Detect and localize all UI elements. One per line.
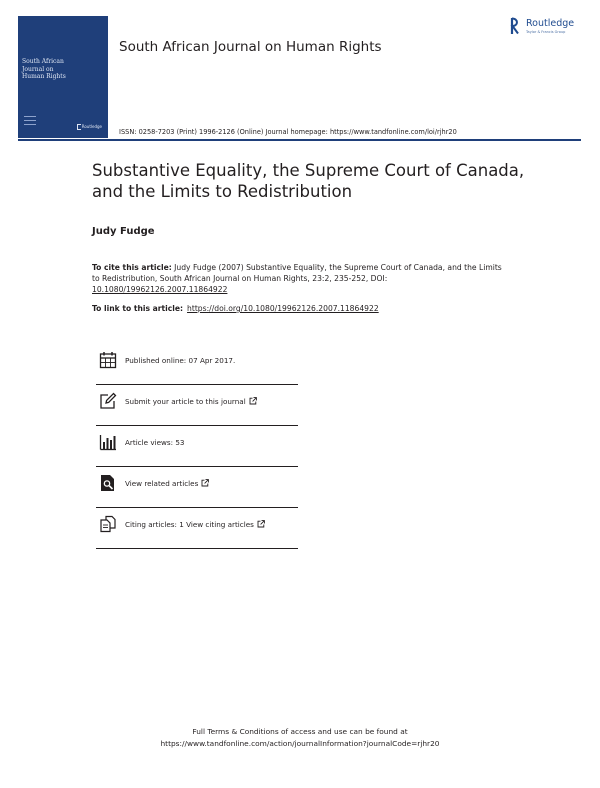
search-document-icon <box>99 474 117 492</box>
related-articles-row[interactable] <box>96 467 298 508</box>
article-views-label: Article views: 53 <box>125 438 185 447</box>
cover-title-line: South African <box>22 58 64 65</box>
cite-label: To cite this article: <box>92 263 172 272</box>
submit-article-row[interactable] <box>96 385 298 426</box>
calendar-icon <box>99 351 117 369</box>
brand-name: Routledge <box>526 18 575 29</box>
cover-publisher: Routledge <box>77 124 102 130</box>
submit-article-link[interactable] <box>125 397 257 406</box>
journal-cover <box>18 16 108 138</box>
cover-title <box>22 58 82 81</box>
cover-title-line: Journal on <box>22 65 54 73</box>
external-link-icon <box>201 479 209 487</box>
brand-tagline: Taylor & Francis Group <box>526 30 566 34</box>
issn-line <box>119 128 457 136</box>
citation-block <box>92 262 502 295</box>
routledge-logo-icon <box>510 17 520 35</box>
submit-article-label[interactable]: Submit your article to this journal <box>125 397 246 406</box>
citing-articles-link[interactable] <box>125 520 265 529</box>
issn-text: ISSN: 0258-7203 (Print) 1996-2126 (Online) Journal homepage: <box>119 128 330 136</box>
cover-title-line: Human Rights <box>22 73 66 80</box>
doi-link[interactable]: 10.1080/19962126.2007.11864922 <box>92 285 228 294</box>
related-articles-label[interactable]: View related articles <box>125 479 199 488</box>
cite-text: Judy Fudge (2007) Substantive Equality, the Supreme Court of Canada, and the Limits to Redistribution, South African Journal on Human Rights, 23:2, 235-252, DOI: <box>92 263 502 283</box>
footer-terms-link[interactable]: https://www.tandfonline.com/action/journalInformation?journalCode=rjhr20 <box>160 739 440 748</box>
published-online-row <box>96 344 298 385</box>
publisher-logo <box>510 17 590 39</box>
published-online-label: Published online: 07 Apr 2017. <box>125 356 236 365</box>
article-title: Substantive Equality, the Supreme Court of Canada, and the Limits to Redistribution <box>92 161 525 201</box>
article-views-row <box>96 426 298 467</box>
article-author: Judy Fudge <box>92 226 155 237</box>
journal-homepage-link[interactable]: https://www.tandfonline.com/loi/rjhr20 <box>329 128 457 136</box>
article-link-line <box>92 304 379 313</box>
citing-articles-row[interactable] <box>96 508 298 549</box>
related-articles-link[interactable] <box>125 479 209 488</box>
citing-articles-icon <box>99 515 117 533</box>
external-link-icon <box>249 397 257 405</box>
bar-chart-icon <box>99 433 117 451</box>
link-label: To link to this article: <box>92 304 184 313</box>
footer-terms-text: Full Terms & Conditions of access and use can be found at <box>192 727 408 736</box>
footer <box>0 726 600 750</box>
external-link-icon <box>257 520 265 528</box>
article-actions <box>96 344 298 549</box>
citing-articles-label[interactable]: Citing articles: 1 View citing articles <box>125 520 254 529</box>
header-divider <box>18 139 581 141</box>
article-url-link[interactable]: https://doi.org/10.1080/19962126.2007.11864922 <box>187 304 379 313</box>
journal-title: South African Journal on Human Rights <box>119 39 382 55</box>
cover-decoration <box>24 116 36 128</box>
edit-icon <box>99 392 117 410</box>
